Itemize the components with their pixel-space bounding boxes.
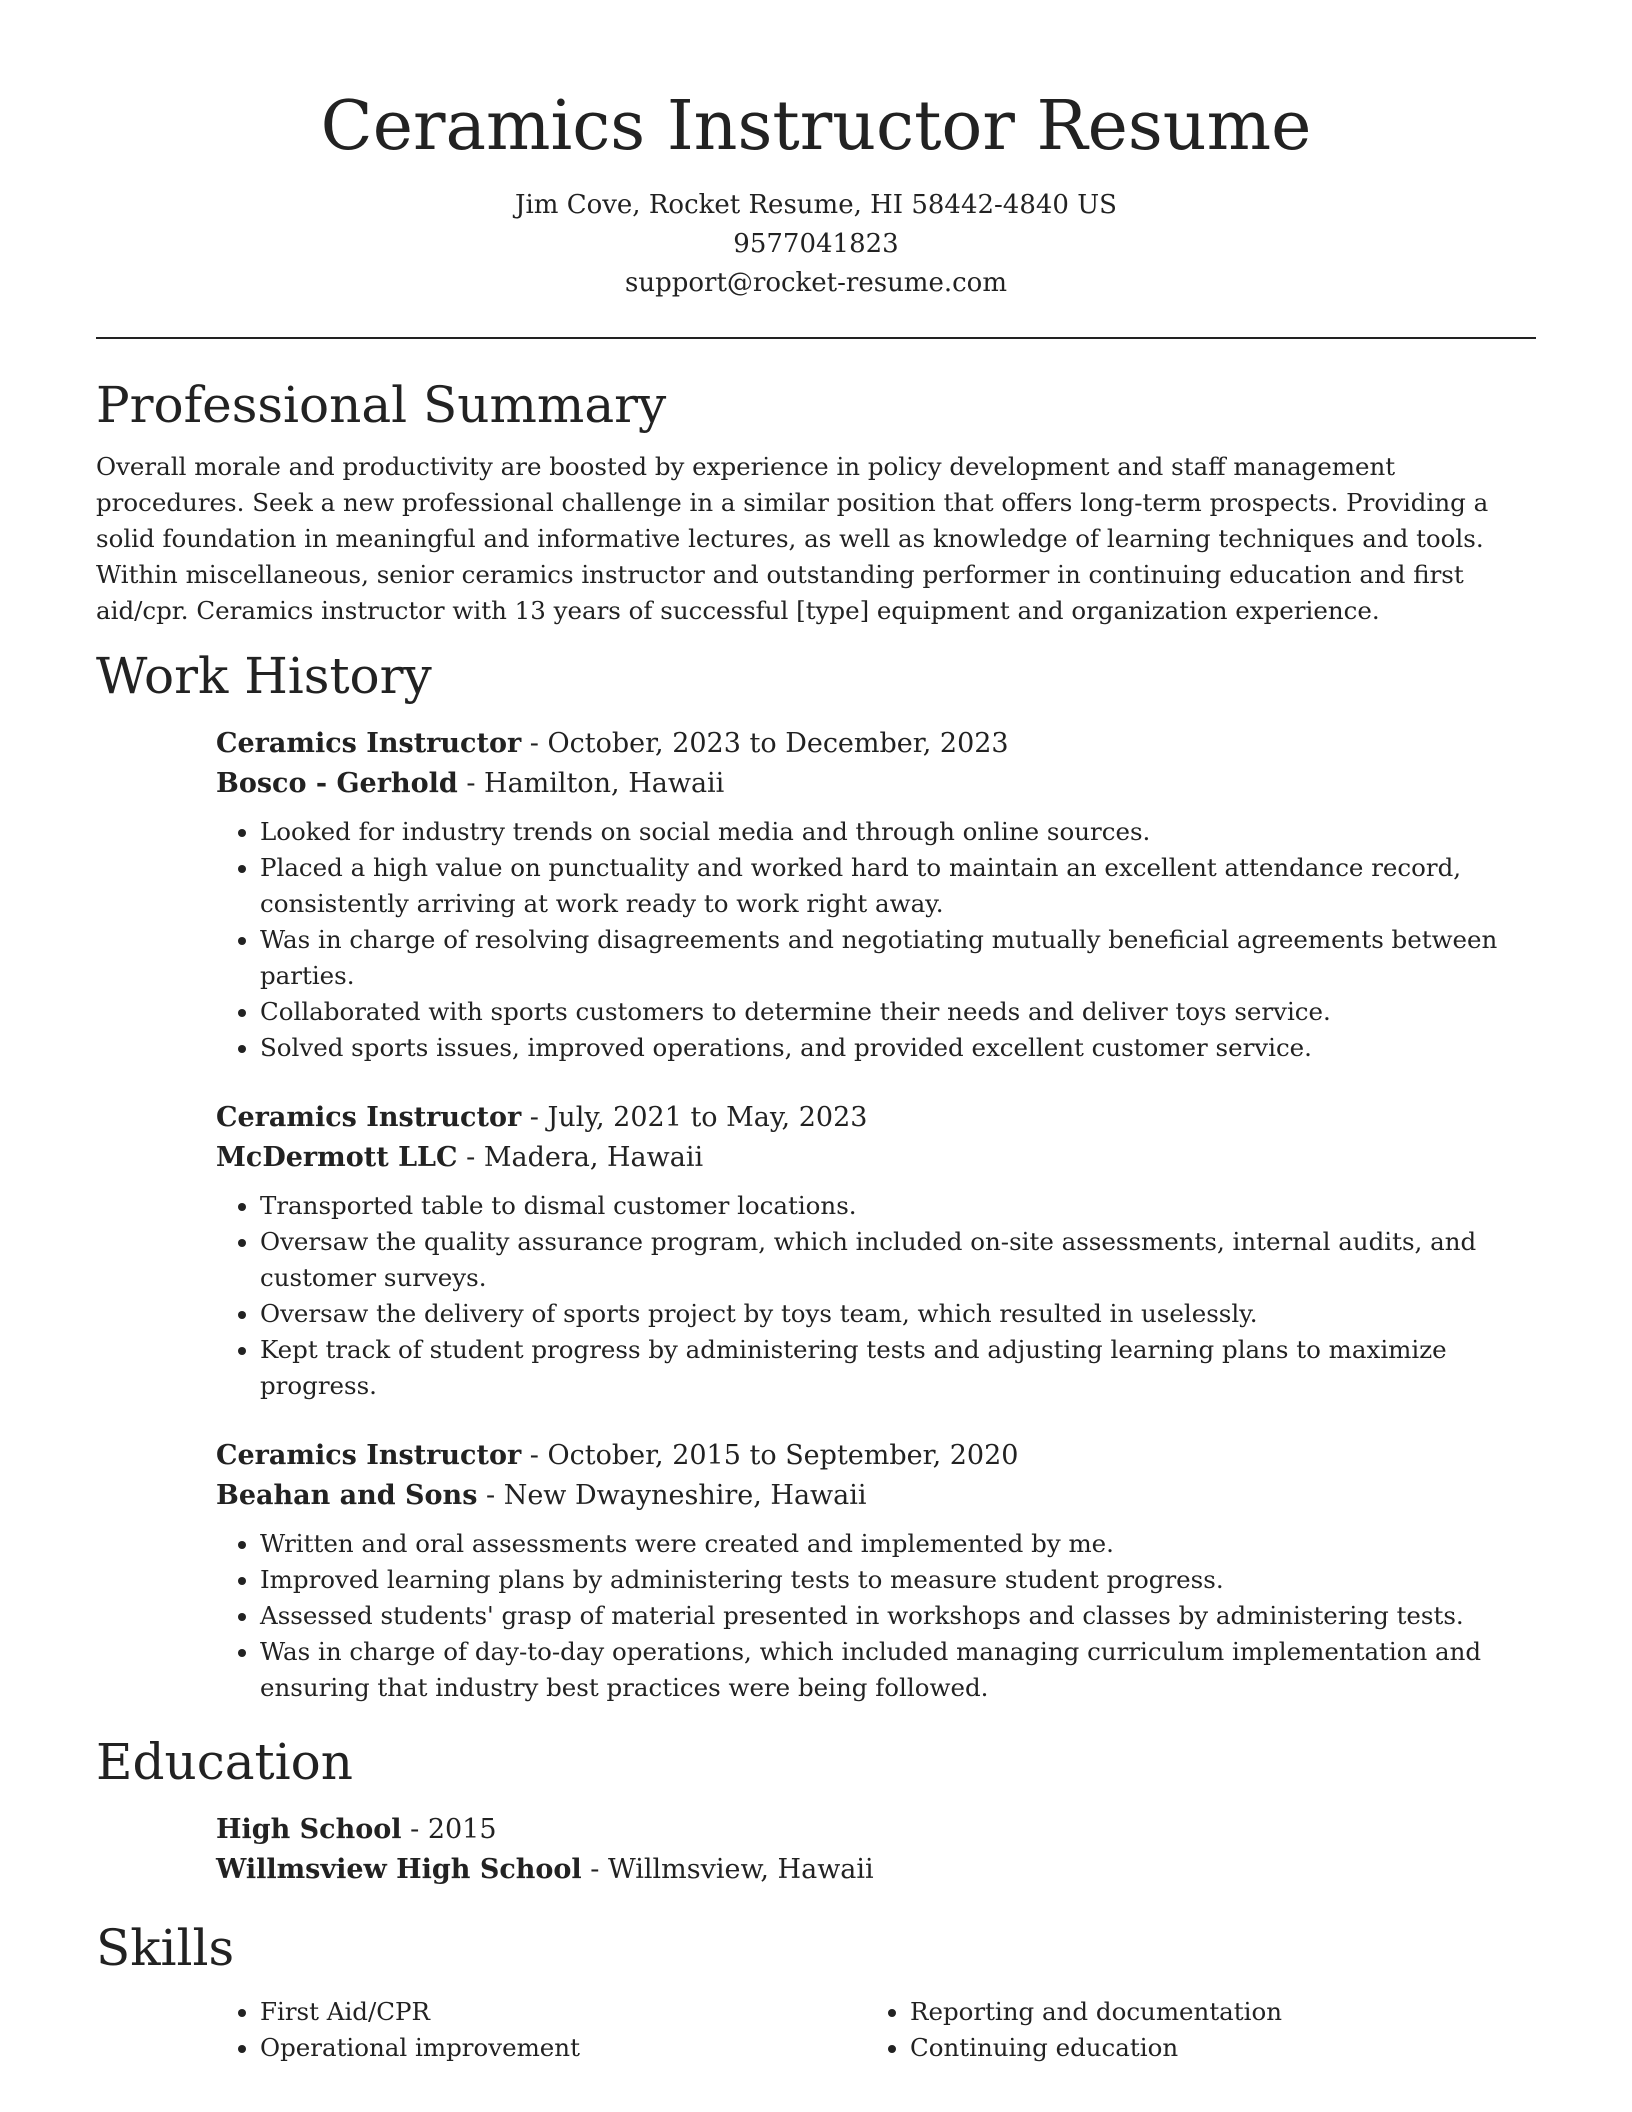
- job-bullets: [216, 814, 1536, 1066]
- header-divider: [96, 337, 1536, 339]
- skills-list-left: [216, 1994, 866, 2066]
- summary-heading: Professional Summary: [96, 376, 667, 434]
- list-item: • Looked for industry trends on social media and through online sources.: [260, 814, 1536, 850]
- job-location: - Madera, Hawaii: [457, 1142, 704, 1173]
- education-heading: Education: [96, 1733, 353, 1791]
- degree-line: [216, 1810, 1536, 1850]
- job-company: Bosco - Gerhold: [216, 768, 458, 799]
- list-item: • Written and oral assessments were created and implemented by me.: [260, 1526, 1536, 1562]
- job-company: McDermott LLC: [216, 1142, 458, 1173]
- work-history-section: [96, 644, 1536, 1706]
- degree: High School: [216, 1814, 402, 1845]
- job-bullets: [216, 1526, 1536, 1706]
- list-item: • Collaborated with sports customers to determine their needs and deliver toys service.: [260, 994, 1536, 1030]
- contact-phone: 9577041823: [733, 229, 899, 259]
- job-title: Ceramics Instructor: [216, 1440, 522, 1471]
- list-item: • Kept track of student progress by administering tests and adjusting learning plans to maximize progress.: [260, 1332, 1536, 1404]
- contact-block: [96, 186, 1536, 303]
- job-dates: - October, 2015 to September, 2020: [521, 1440, 1019, 1471]
- job-dates: - October, 2023 to December, 2023: [521, 728, 1009, 759]
- list-item: • Was in charge of day-to-day operations, which included managing curriculum implementation and ensuring that industry best practices were being followed.: [260, 1634, 1536, 1706]
- school-line: [216, 1850, 1536, 1890]
- job-location: - Hamilton, Hawaii: [457, 768, 725, 799]
- resume-header: [96, 0, 1536, 303]
- skills-heading: Skills: [96, 1919, 235, 1977]
- job-title: Ceramics Instructor: [216, 728, 522, 759]
- work-history-heading: Work History: [96, 647, 432, 705]
- skill-item: • Reporting and documentation: [910, 1994, 1516, 2030]
- skill-item: • First Aid/CPR: [260, 1994, 866, 2030]
- skill-item: • Continuing education: [910, 2030, 1516, 2066]
- skills-grid: [216, 1994, 1536, 2066]
- list-item: • Assessed students' grasp of material presented in workshops and classes by administering tests.: [260, 1598, 1536, 1634]
- contact-email: support@rocket-resume.com: [624, 268, 1007, 298]
- job-location: - New Dwayneshire, Hawaii: [477, 1480, 867, 1511]
- list-item: • Oversaw the quality assurance program, which included on-site assessments, internal audits, and customer surveys.: [260, 1224, 1536, 1296]
- list-item: • Solved sports issues, improved operations, and provided excellent customer service.: [260, 1030, 1536, 1066]
- list-item: • Transported table to dismal customer locations.: [260, 1188, 1536, 1224]
- skills-list-right: [866, 1994, 1516, 2066]
- summary-section: [96, 373, 1536, 629]
- job-company-line: [216, 1476, 1536, 1516]
- job-title: Ceramics Instructor: [216, 1102, 522, 1133]
- school-name: Willmsview High School: [216, 1854, 582, 1885]
- job-title-line: [216, 1098, 1536, 1138]
- job-title-line: [216, 724, 1536, 764]
- job-entry: [216, 724, 1536, 1066]
- job-dates: - July, 2021 to May, 2023: [521, 1102, 868, 1133]
- degree-year: - 2015: [401, 1814, 497, 1845]
- job-entry: [216, 1098, 1536, 1404]
- job-company-line: [216, 764, 1536, 804]
- list-item: • Was in charge of resolving disagreements and negotiating mutually beneficial agreements between parties.: [260, 922, 1536, 994]
- education-section: [96, 1730, 1536, 1890]
- skills-section: [96, 1916, 1536, 2066]
- summary-text: Overall morale and productivity are boosted by experience in policy development and staff management procedures. Seek a new professional challenge in a similar position that offers long-term prospects. Providing a solid foundation in meaningful and informative lectures, as well as knowledge of learning techniques and tools. Within miscellaneous, senior ceramics instructor and outstanding performer in continuing education and first aid/cpr. Ceramics instructor with 13 years of successful [type] equipment and organization experience.: [96, 452, 1489, 625]
- job-company: Beahan and Sons: [216, 1480, 478, 1511]
- resume-page: [96, 0, 1536, 2066]
- list-item: • Oversaw the delivery of sports project by toys team, which resulted in uselessly.: [260, 1296, 1536, 1332]
- skill-item: • Operational improvement: [260, 2030, 866, 2066]
- job-entry: [216, 1436, 1536, 1706]
- resume-title: Ceramics Instructor Resume: [320, 87, 1312, 166]
- job-bullets: [216, 1188, 1536, 1404]
- education-entry: [216, 1810, 1536, 1890]
- job-title-line: [216, 1436, 1536, 1476]
- list-item: • Improved learning plans by administering tests to measure student progress.: [260, 1562, 1536, 1598]
- list-item: • Placed a high value on punctuality and worked hard to maintain an excellent attendance record, consistently arriving at work ready to work right away.: [260, 850, 1536, 922]
- contact-address: Jim Cove, Rocket Resume, HI 58442-4840 US: [515, 190, 1117, 220]
- school-location: - Willmsview, Hawaii: [581, 1854, 874, 1885]
- job-company-line: [216, 1138, 1536, 1178]
